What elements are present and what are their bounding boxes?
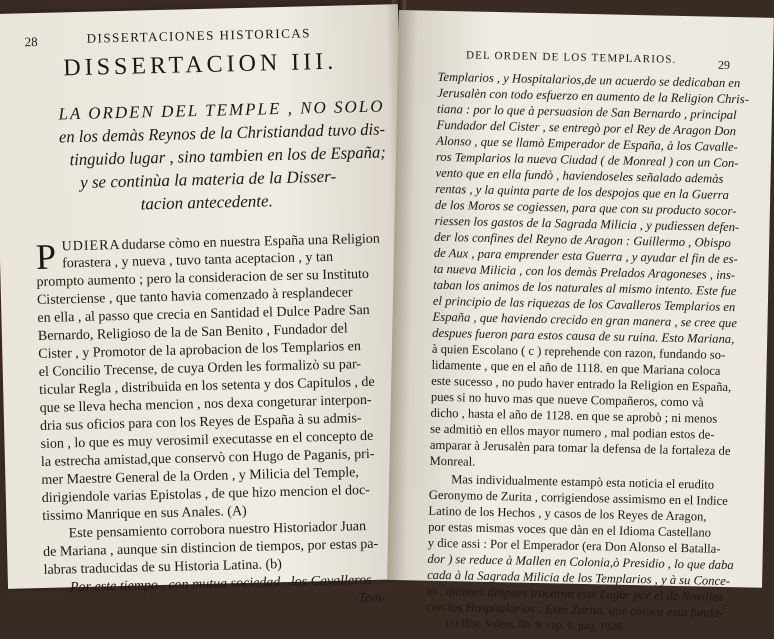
- running-header-left: DISSERTACIONES HISTORICAS: [86, 25, 312, 46]
- body-line: rentas , y la quinta parte de los despojos que en la Guerra: [435, 181, 730, 202]
- body-line: ros Templarios la nueva Ciudad ( de Monreal ) con un Con-: [435, 149, 739, 171]
- body-line: taban los animos de los naturales al mismo intento. Este fue: [433, 277, 737, 299]
- body-line: dudarse còmo en nuestra España una Religion: [121, 231, 380, 253]
- body-line: der los confines del Reyno de Aragon : Guillermo , Obispo: [434, 229, 732, 251]
- body-line: Fundador del Cister , se entregò por el Rey de Aragon Don: [436, 117, 737, 139]
- body-line: en ella , al passo que crecia en Santidad el Dulce Padre San: [37, 302, 370, 327]
- body-line: de Aux , para emprender esta Guerra , y ayudar el fin de es-: [433, 245, 738, 267]
- body-line: con los Hospitalarios : Esto Zurita, que coloca esta funda-: [426, 599, 724, 620]
- body-line: Templarios , y Hospitalarios,de un acuerdo se dedicaban en: [437, 69, 741, 91]
- body-line: ticular Regla , distribuida en los setenta y dos Capitulos , de: [39, 374, 375, 399]
- body-line: de Mariana , aunque sin distincion de tiempos, por estas pa-: [42, 536, 379, 560]
- body-line: Bernardo, Religioso de la de San Benito , Fundador del: [37, 321, 348, 345]
- body-line: Jerusalèn con todo esfuerzo en aumento de la Religion Chris-: [437, 85, 750, 107]
- body-line: dor ) se reduce à Mallen en Colonia,ò Presidio , lo que daba: [427, 551, 734, 573]
- body-line: por estas mismas voces que dàn en el Idioma Castellano: [428, 519, 712, 540]
- body-line: este sucesso , no pudo haver entrado la Religion en España,: [431, 373, 732, 395]
- body-line: sion , lo que es muy verosimil executasse en el concepto de: [40, 428, 374, 452]
- body-line: Alonso , que se llamò Emperador de España, à los Cavalle-: [436, 133, 738, 155]
- body-line: España , que haviendo crecido en gran manera , se cree que: [432, 309, 738, 331]
- body-line: de los Moros se cogiessen, para que con su producto socor-: [434, 197, 737, 219]
- heading-line: tinguido lugar , sino tambien en los de España;: [69, 142, 387, 170]
- body-line: despues fueron para estos causa de su ruina. Esto Mariana,: [432, 325, 735, 347]
- drop-cap: P: [35, 236, 57, 278]
- body-line: ta nueva Milicia , con los demàs Prelados Aragoneses , ins-: [433, 261, 736, 283]
- heading-line: en los demàs Reynos de la Christiandad tuvo dis-: [58, 119, 386, 147]
- body-line: Cisterciense , que tanto havia comenzado à resplandecer: [36, 285, 353, 309]
- heading-line: tacion antecedente.: [140, 191, 274, 214]
- running-header-right: DEL ORDEN DE LOS TEMPLARIOS.: [465, 49, 677, 66]
- body-line: prompto aumento ; pero la consideracion de ser su Instituto: [36, 266, 370, 291]
- page-number-left: 28: [24, 33, 38, 50]
- body-line: Este pensamiento corrobora nuestro Historiador Juan: [68, 519, 367, 542]
- body-line: el principio de las riquezas de los Cavalleros Templarios en: [432, 293, 736, 315]
- body-line: y dice assi : Por el Emperador (era Don Alonso el Batalla-: [427, 535, 721, 556]
- body-line: tiana : por lo que à persuasion de San Bernardo , principal: [436, 101, 737, 123]
- body-line: tissimo Manrique en sus Anales. (A): [42, 503, 247, 524]
- heading-line: LA ORDEN DEL TEMPLE , NO SOLO: [58, 96, 385, 124]
- footnote: (c) Hist. Valent. lib. 9. cap. 6. pag. 1028.: [446, 617, 625, 633]
- body-line: Geronymo de Zurita , corrigiendose assimismo en el Indice: [428, 487, 728, 508]
- body-line: to , quienes despues trocaron este Lugar por el de Novillas: [426, 583, 724, 604]
- body-line: la estrecha amistad,que conservò con Hugo de Paganis, pri-: [40, 446, 375, 470]
- body-line: dirigiendole varias Epistolas , de que hizo mencion el doc-: [41, 482, 371, 506]
- body-first-word: UDIERA: [61, 237, 121, 255]
- left-page: [0, 4, 412, 607]
- heading-line: y se continùa la materia de la Disser-: [79, 166, 337, 192]
- body-line: el Concilio Trecense, de cuya Orden les formalizò su par-: [38, 357, 362, 381]
- body-line: dicho , hasta el año de 1128. en que se aprobò ; ni menos: [430, 405, 718, 426]
- body-line: lidamente , que en el año de 1118. en que Mariana coloca: [431, 357, 721, 378]
- body-line: dria sus oficios para con los Reyes de España à su admis-: [39, 411, 362, 434]
- body-line: se admitiò en ellos mayor numero , mal podian estos de-: [430, 421, 715, 442]
- body-line: vento que en ella fundò , haviendoseles señalado ademàs: [435, 165, 724, 186]
- body-line: Monreal.: [429, 453, 476, 469]
- body-line: riessen los gastos de la Sagrada Milicia , y pudiessen defen-: [434, 213, 740, 235]
- body-line: que se lleva hecha mencion , nos dexa congeturar interpon-: [39, 392, 372, 417]
- page-number-right: 29: [717, 57, 731, 72]
- body-line: à quien Escolano ( c ) reprehende con razon, fundando so-: [431, 341, 726, 362]
- right-page: [387, 10, 774, 633]
- body-line: labras traducidas de su Historia Latina. (b): [43, 557, 283, 578]
- catchword: Tem-: [358, 590, 387, 607]
- body-line: Por este tiempo , con mutua sociedad , los Cavalleros: [69, 572, 372, 596]
- body-line: cada à la Sagrada Milicia de los Templarios , y à su Conce-: [427, 567, 731, 589]
- dissertation-title: DISSERTACION III.: [63, 48, 338, 82]
- body-line: Latino de los Hechos , y casos de los Reyes de Aragon,: [428, 503, 707, 524]
- body-line: Cister , y Promotor de la aprobacion de los Templarios en: [38, 339, 362, 363]
- body-line: pues si no huvo mas que nueve Compañeros, como và: [430, 389, 704, 410]
- body-line: mer Maestre General de la Orden , y Milicia del Temple,: [41, 465, 360, 488]
- body-line: forastera , y nueva , tuvo tanta aceptacion , y tan: [61, 249, 334, 272]
- body-line: amparar à Jerusalèn para tomar la defensa de la fortaleza de: [429, 437, 731, 459]
- body-line: Mas individualmente estampò esta noticia el erudito: [451, 472, 715, 492]
